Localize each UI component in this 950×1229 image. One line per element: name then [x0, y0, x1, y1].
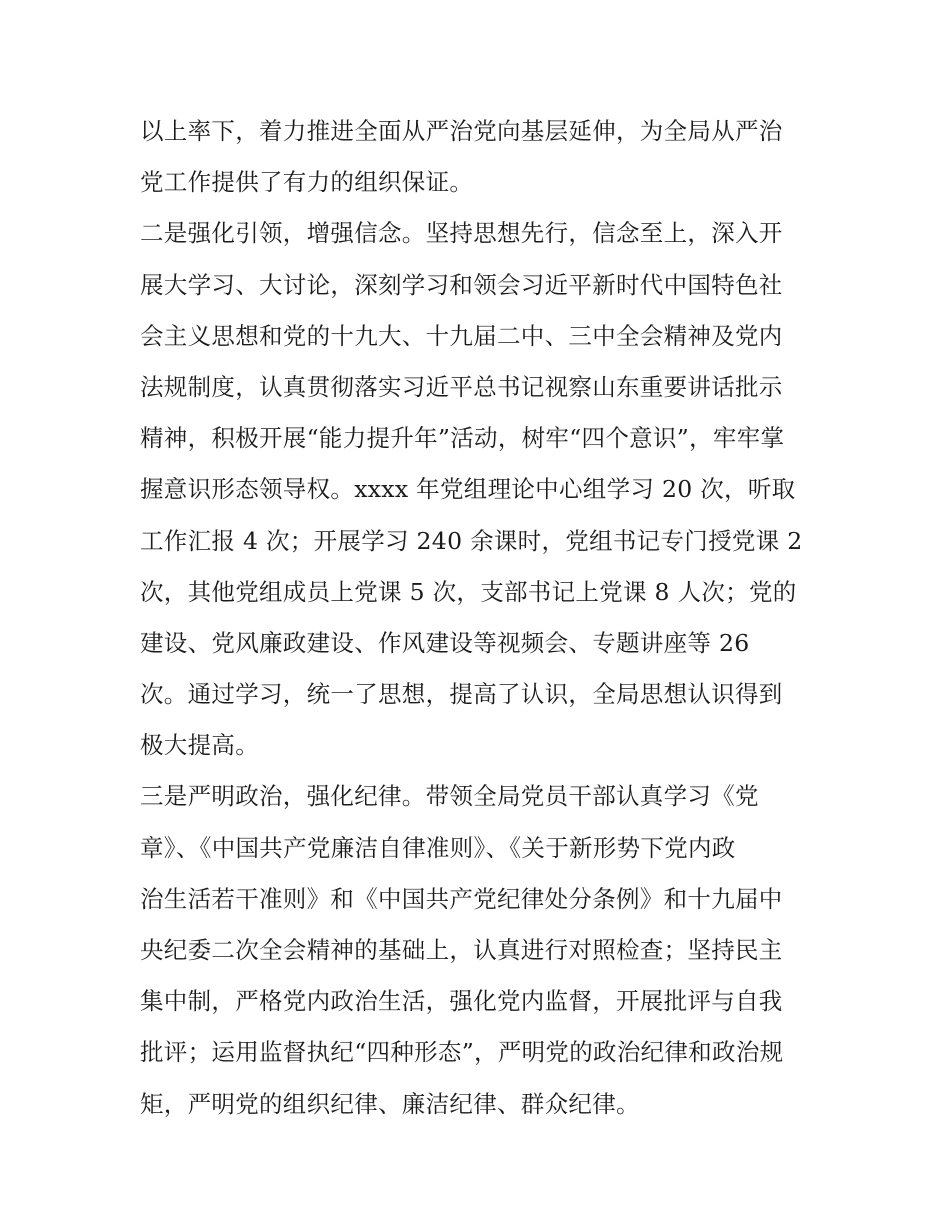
text-line: 建设、党风廉政建设、作风建设等视频会、专题讲座等 26	[140, 628, 750, 657]
text-line: 精神，积极开展“能力提升年”活动，树牢“四个意识”，牢牢掌	[140, 424, 785, 453]
text-line: 治生活若干准则》和《中国共产党纪律处分条例》和十九届中	[140, 884, 783, 913]
text-line: 握意识形态领导权。xxxx 年党组理论中心组学习 20 次，听取	[140, 475, 796, 504]
text-line: 次。通过学习，统一了思想，提高了认识，全局思想认识得到	[140, 680, 783, 709]
text-line: 批评；运用监督执纪“四种形态”，严明党的政治纪律和政治规	[140, 1038, 784, 1067]
text-line: 次，其他党组成员上党课 5 次，支部书记上党课 8 人次；党的	[140, 577, 797, 606]
text-line: 二是强化引领，增强信念。坚持思想先行，信念至上，深入开	[140, 219, 783, 248]
text-line: 集中制，严格党内政治生活，强化党内监督，开展批评与自我	[140, 987, 783, 1016]
text-line: 央纪委二次全会精神的基础上，认真进行对照检查；坚持民主	[140, 936, 783, 964]
text-line: 会主义思想和党的十九大、十九届二中、三中全会精神及党内	[140, 321, 783, 350]
text-line: 章》、《中国共产党廉洁自律准则》、《关于新形势下党内政	[140, 833, 736, 862]
text-line: 展大学习、大讨论，深刻学习和领会习近平新时代中国特色社	[140, 270, 783, 299]
text-line: 党工作提供了有力的组织保证。	[140, 168, 474, 197]
body-text	[140, 106, 820, 1130]
text-line: 法规制度，认真贯彻落实习近平总书记视察山东重要讲话批示	[140, 372, 783, 401]
text-line: 极大提高。	[140, 731, 259, 760]
text-line: 工作汇报 4 次；开展学习 240 余课时，党组书记专门授党课 2	[140, 526, 803, 555]
text-line: 以上率下，着力推进全面从严治党向基层延伸，为全局从严治	[140, 117, 783, 145]
text-line: 三是严明政治，强化纪律。带领全局党员干部认真学习《党	[140, 782, 759, 811]
text-line: 矩，严明党的组织纪律、廉洁纪律、群众纪律。	[140, 1089, 640, 1118]
